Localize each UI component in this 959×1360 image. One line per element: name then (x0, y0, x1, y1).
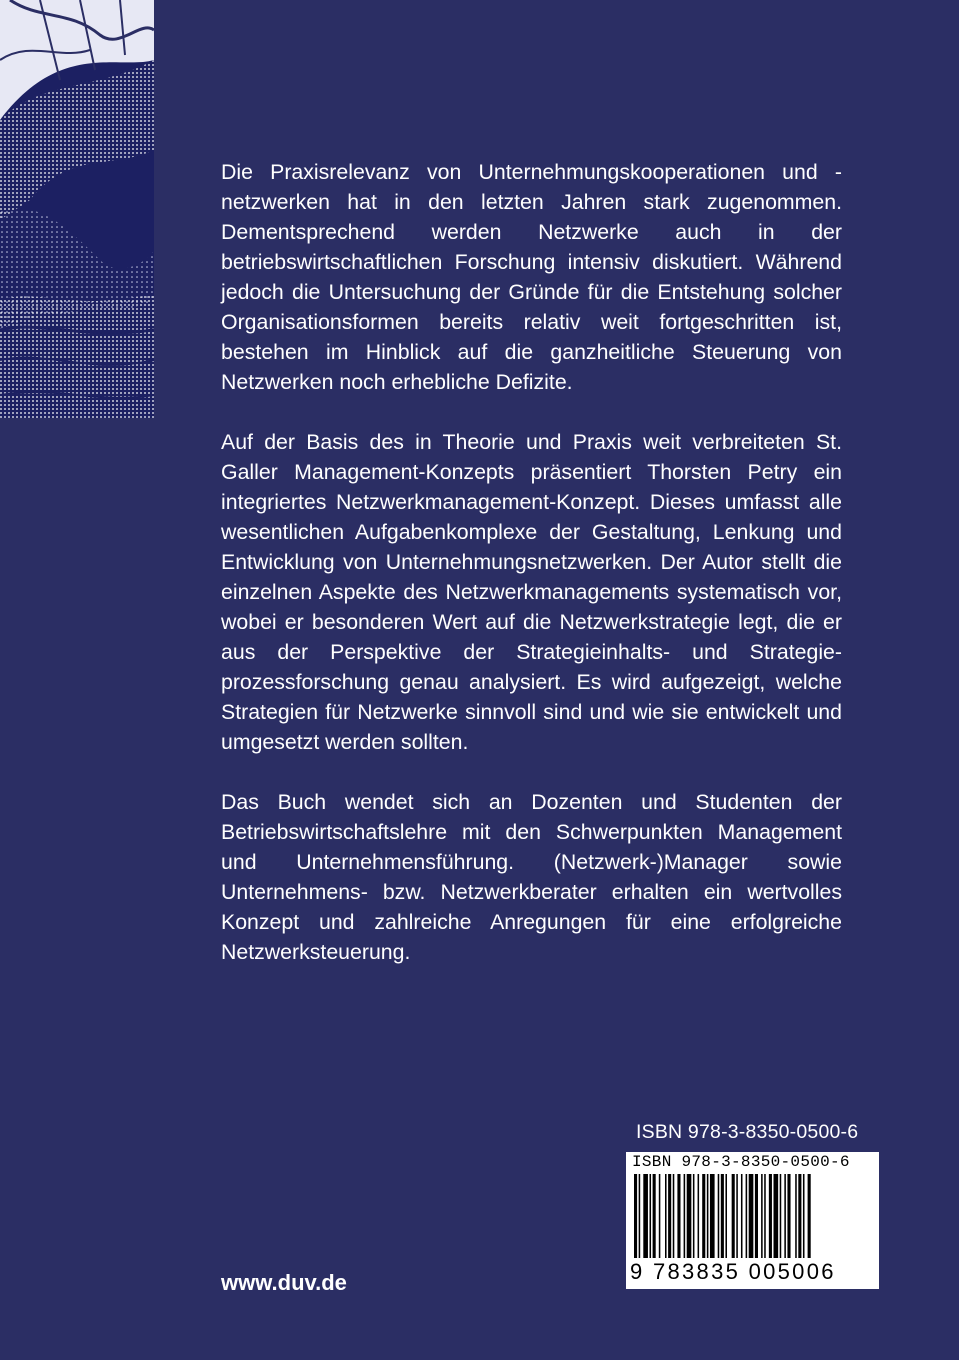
barcode-bar (795, 1174, 797, 1258)
barcode-bar (774, 1174, 779, 1258)
barcode-bar (687, 1174, 692, 1258)
barcode-bar (787, 1174, 790, 1258)
barcode-bar (693, 1174, 695, 1258)
barcode-bar (761, 1174, 763, 1258)
barcode-bar (780, 1174, 782, 1258)
barcode-bar (677, 1174, 680, 1258)
barcode-bar (736, 1174, 738, 1258)
barcode-bar (673, 1174, 675, 1258)
barcode-bar (643, 1174, 648, 1258)
barcode-bar (684, 1174, 686, 1258)
barcode-bar (803, 1174, 805, 1258)
barcode-bar (710, 1174, 715, 1258)
barcode-bar (634, 1174, 637, 1258)
barcode-bar (721, 1174, 724, 1258)
isbn-label: ISBN 978-3-8350-0500-6 (636, 1121, 859, 1143)
barcode-bar (707, 1174, 709, 1258)
barcode-bar (650, 1174, 652, 1258)
barcode-bar (659, 1174, 661, 1258)
barcode-bar (746, 1174, 748, 1258)
barcode-bar (749, 1174, 754, 1258)
barcode-bar (668, 1174, 671, 1258)
blurb-paragraph-3: Das Buch wendet sich an Dozenten und Studenten der Betriebswirtschaftslehre mit den Schwerpunkten Management und Unternehmensführung. (Netzwerk-)Manager sowie Unternehmens- bzw. Netzwerkberater erhalten ein wertvolles Konzept und zahlreiche Anregungen für eine erfolgreiche Netzwerksteuerung. (221, 790, 842, 964)
barcode-bar (665, 1174, 667, 1258)
barcode-bar (784, 1174, 786, 1258)
barcode-bar (732, 1174, 735, 1258)
barcode-bars (634, 1174, 870, 1258)
publisher-website: www.duv.de (221, 1270, 347, 1295)
back-cover-blurb (221, 157, 842, 997)
barcode-bar (698, 1174, 700, 1258)
barcode-bar (639, 1174, 641, 1258)
barcode-bar (764, 1174, 766, 1258)
barcode-bar (741, 1174, 743, 1258)
barcode-number: 9 783835 005006 (630, 1259, 836, 1284)
globe-illustration (0, 0, 154, 418)
barcode-bar (769, 1174, 772, 1258)
barcode-bar (653, 1174, 656, 1258)
barcode-bar (755, 1174, 758, 1258)
barcode (626, 1152, 879, 1289)
blurb-paragraph-2: Auf der Basis des in Theorie und Praxis weit verbreiteten St. Galler Management-Konzepts präsentiert Thorsten Petry ein integriertes Netzwerkmanagement-Konzept. Dieses umfasst alle wesentlichen Aufgabenkomplexe der Gestaltung, Lenkung und Entwicklung von Unternehmungsnetzwerken. Der Autor stellt die einzelnen Aspekte des Netzwerkmanagements systematisch vor, wobei er besonderen Wert auf die Netzwerkstrategie legt, die er aus der Perspektive der Strategieinhalts- und Strategieprozessforschung genau analysiert. Es wird aufgezeigt, welche Strategien für Netzwerke sinnvoll sind und wie sie entwickelt und umgesetzt werden sollten. (221, 430, 842, 754)
barcode-bar (702, 1174, 705, 1258)
barcode-bar (808, 1174, 811, 1258)
barcode-isbn-text: ISBN 978-3-8350-0500-6 (632, 1153, 850, 1171)
blurb-paragraph-1: Die Praxisrelevanz von Unternehmungskooperationen und -netzwerken hat in den letzten Jahren stark zugenommen. Dementsprechend werden Netzwerke auch in der betriebswirtschaftlichen Forschung intensiv diskutiert. Während jedoch die Untersuchung der Gründe für die Entstehung solcher Organisationsformen bereits relativ weit fortgeschritten ist, bestehen im Hinblick auf die ganzheitliche Steuerung von Netzwerken noch erhebliche Defizite. (221, 160, 842, 394)
barcode-bar (798, 1174, 801, 1258)
barcode-bar (725, 1174, 727, 1258)
barcode-bar (718, 1174, 720, 1258)
